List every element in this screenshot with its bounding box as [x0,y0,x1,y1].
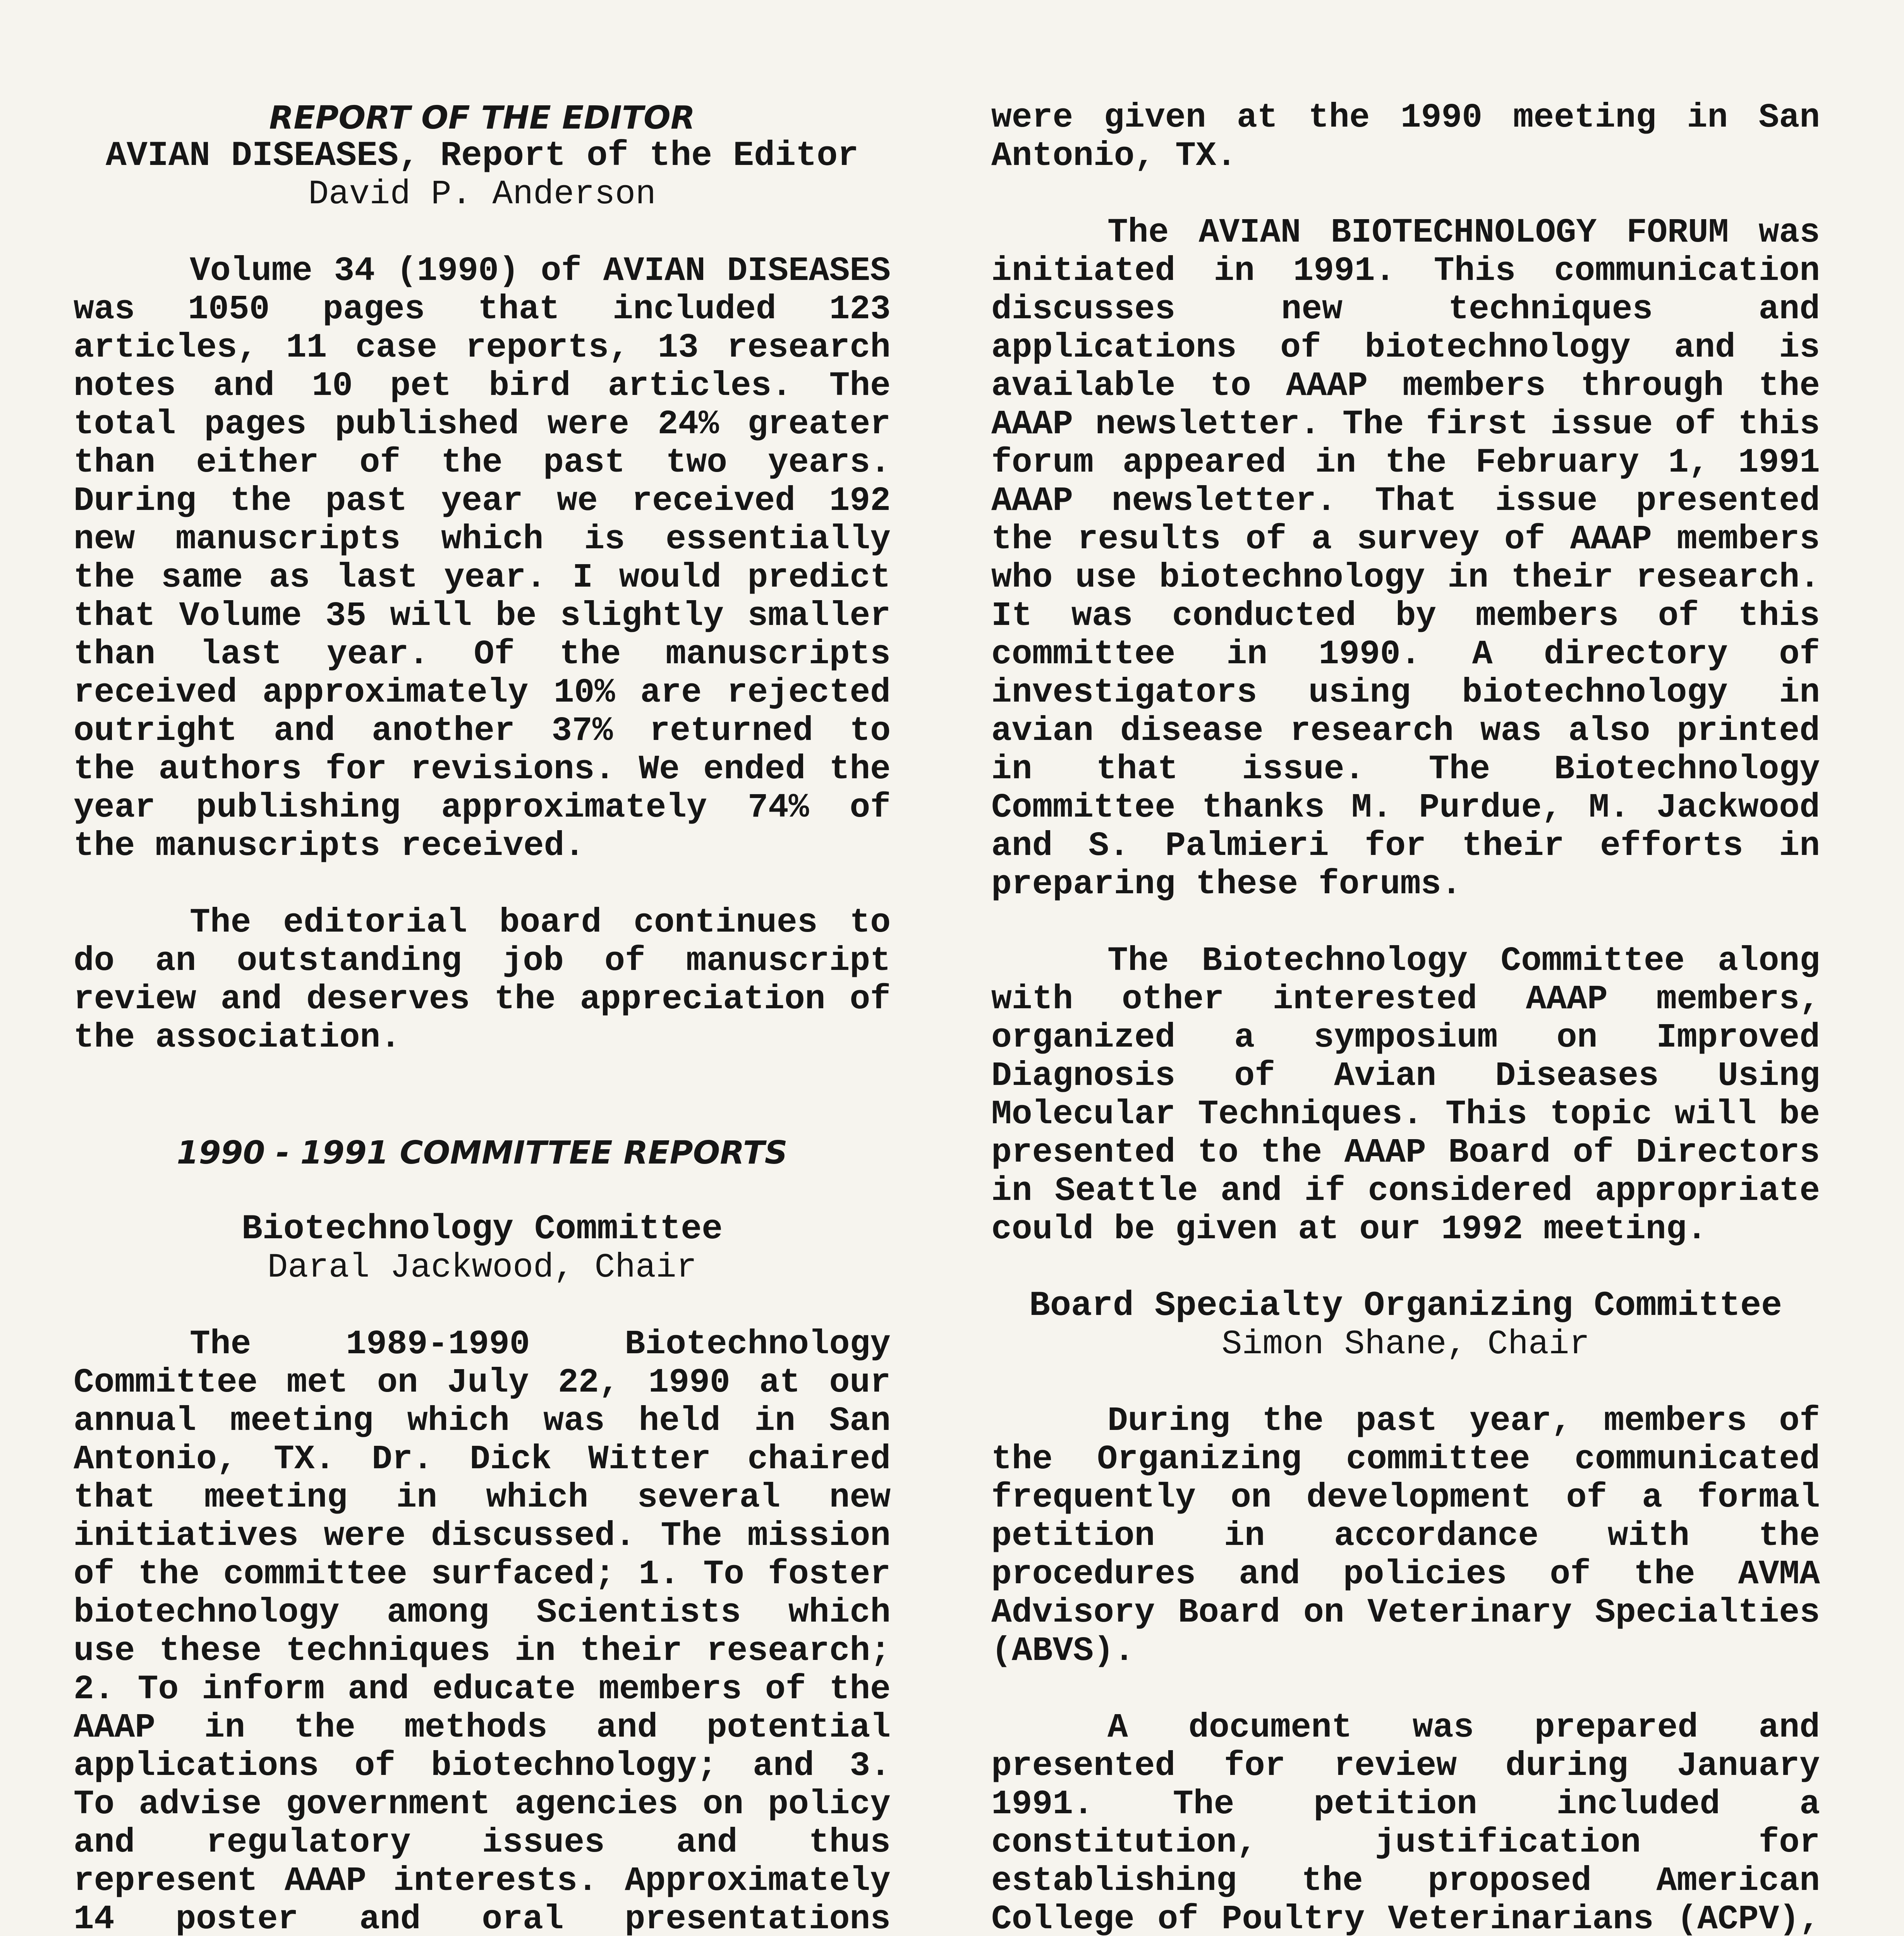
committee-section-heading: 1990 - 1991 COMMITTEE REPORTS [177,1134,788,1171]
left-column [74,99,891,1936]
biotech-paragraph: The Biotechnology Committee along with other interested AAAP members, organized a symposium on Improved Diagnosis of Avian Diseases Using Molecular Techniques. This topic will be presented to the AAAP Board of Directors in Seattle and if considered appropriate could be given at our 1992 meeting. [991,942,1820,1249]
board-committee-chair: Simon Shane, Chair [1221,1325,1590,1364]
biotech-committee-chair: Daral Jackwood, Chair [267,1249,697,1287]
editor-author: David P. Anderson [308,175,656,214]
biotech-paragraph: The AVIAN BIOTECHNOLOGY FORUM was initiated in 1991. This communication discusses new techniques and applications of biotechnology and is available to AAAP members through the AAAP newsletter. The first issue of this forum appeared in the February 1, 1991 AAAP newsletter. That issue presented the results of a survey of AAAP members who use biotechnology in their research. It was conducted by members of this committee in 1990. A directory of investigators using biotechnology in avian disease research was also printed in that issue. The Biotechnology Committee thanks M. Purdue, M. Jackwood and S. Palmieri for their efforts in preparing these forums. [991,214,1820,904]
editor-section-heading: REPORT OF THE EDITOR [269,100,695,136]
right-column [991,99,1820,1936]
biotech-paragraph-continued: were given at the 1990 meeting in San Antonio, TX. [991,99,1820,175]
biotech-paragraph: The 1989-1990 Biotechnology Committee met on July 22, 1990 at our annual meeting which was held in San Antonio, TX. Dr. Dick Witter chaired that meeting in which several new initiatives were discussed. The mission of the committee surfaced; 1. To foster biotechnology among Scientists which use these techniques in their research; 2. To inform and educate members of the AAAP in the methods and potential applications of biotechnology; and 3. To advise government agencies on policy and regulatory issues and thus represent AAAP interests. Approximately 14 poster and oral presentations [74,1325,891,1936]
biotech-committee-title: Biotechnology Committee [241,1210,723,1249]
editor-paragraph: The editorial board continues to do an outstanding job of manuscript review and deserves the appreciation of the association. [74,904,891,1057]
board-committee-title: Board Specialty Organizing Committee [1029,1286,1782,1326]
board-paragraph: A document was prepared and presented for review during January 1991. The petition included a constitution, justification for establishing the proposed American College of Poultry Veterinarians (ACPV), [991,1709,1820,1936]
editor-paragraph: Volume 34 (1990) of AVIAN DISEASES was 1050 pages that included 123 articles, 11 case reports, 13 research notes and 10 pet bird articles. The total pages published were 24% greater than either of the past two years. During the past year we received 192 new manuscripts which is essentially the same as last year. I would predict that Volume 35 will be slightly smaller than last year. Of the manuscripts received approximately 10% are rejected outright and another 37% returned to the authors for revisions. We ended the year publishing approximately 74% of the manuscripts received. [74,252,891,865]
editor-report-title: AVIAN DISEASES, Report of the Editor [105,136,859,176]
board-paragraph: During the past year, members of the Organizing committee communicated frequently on development of a formal petition in accordance with the procedures and policies of the AVMA Advisory Board on Veterinary Specialties (ABVS). [991,1402,1820,1670]
